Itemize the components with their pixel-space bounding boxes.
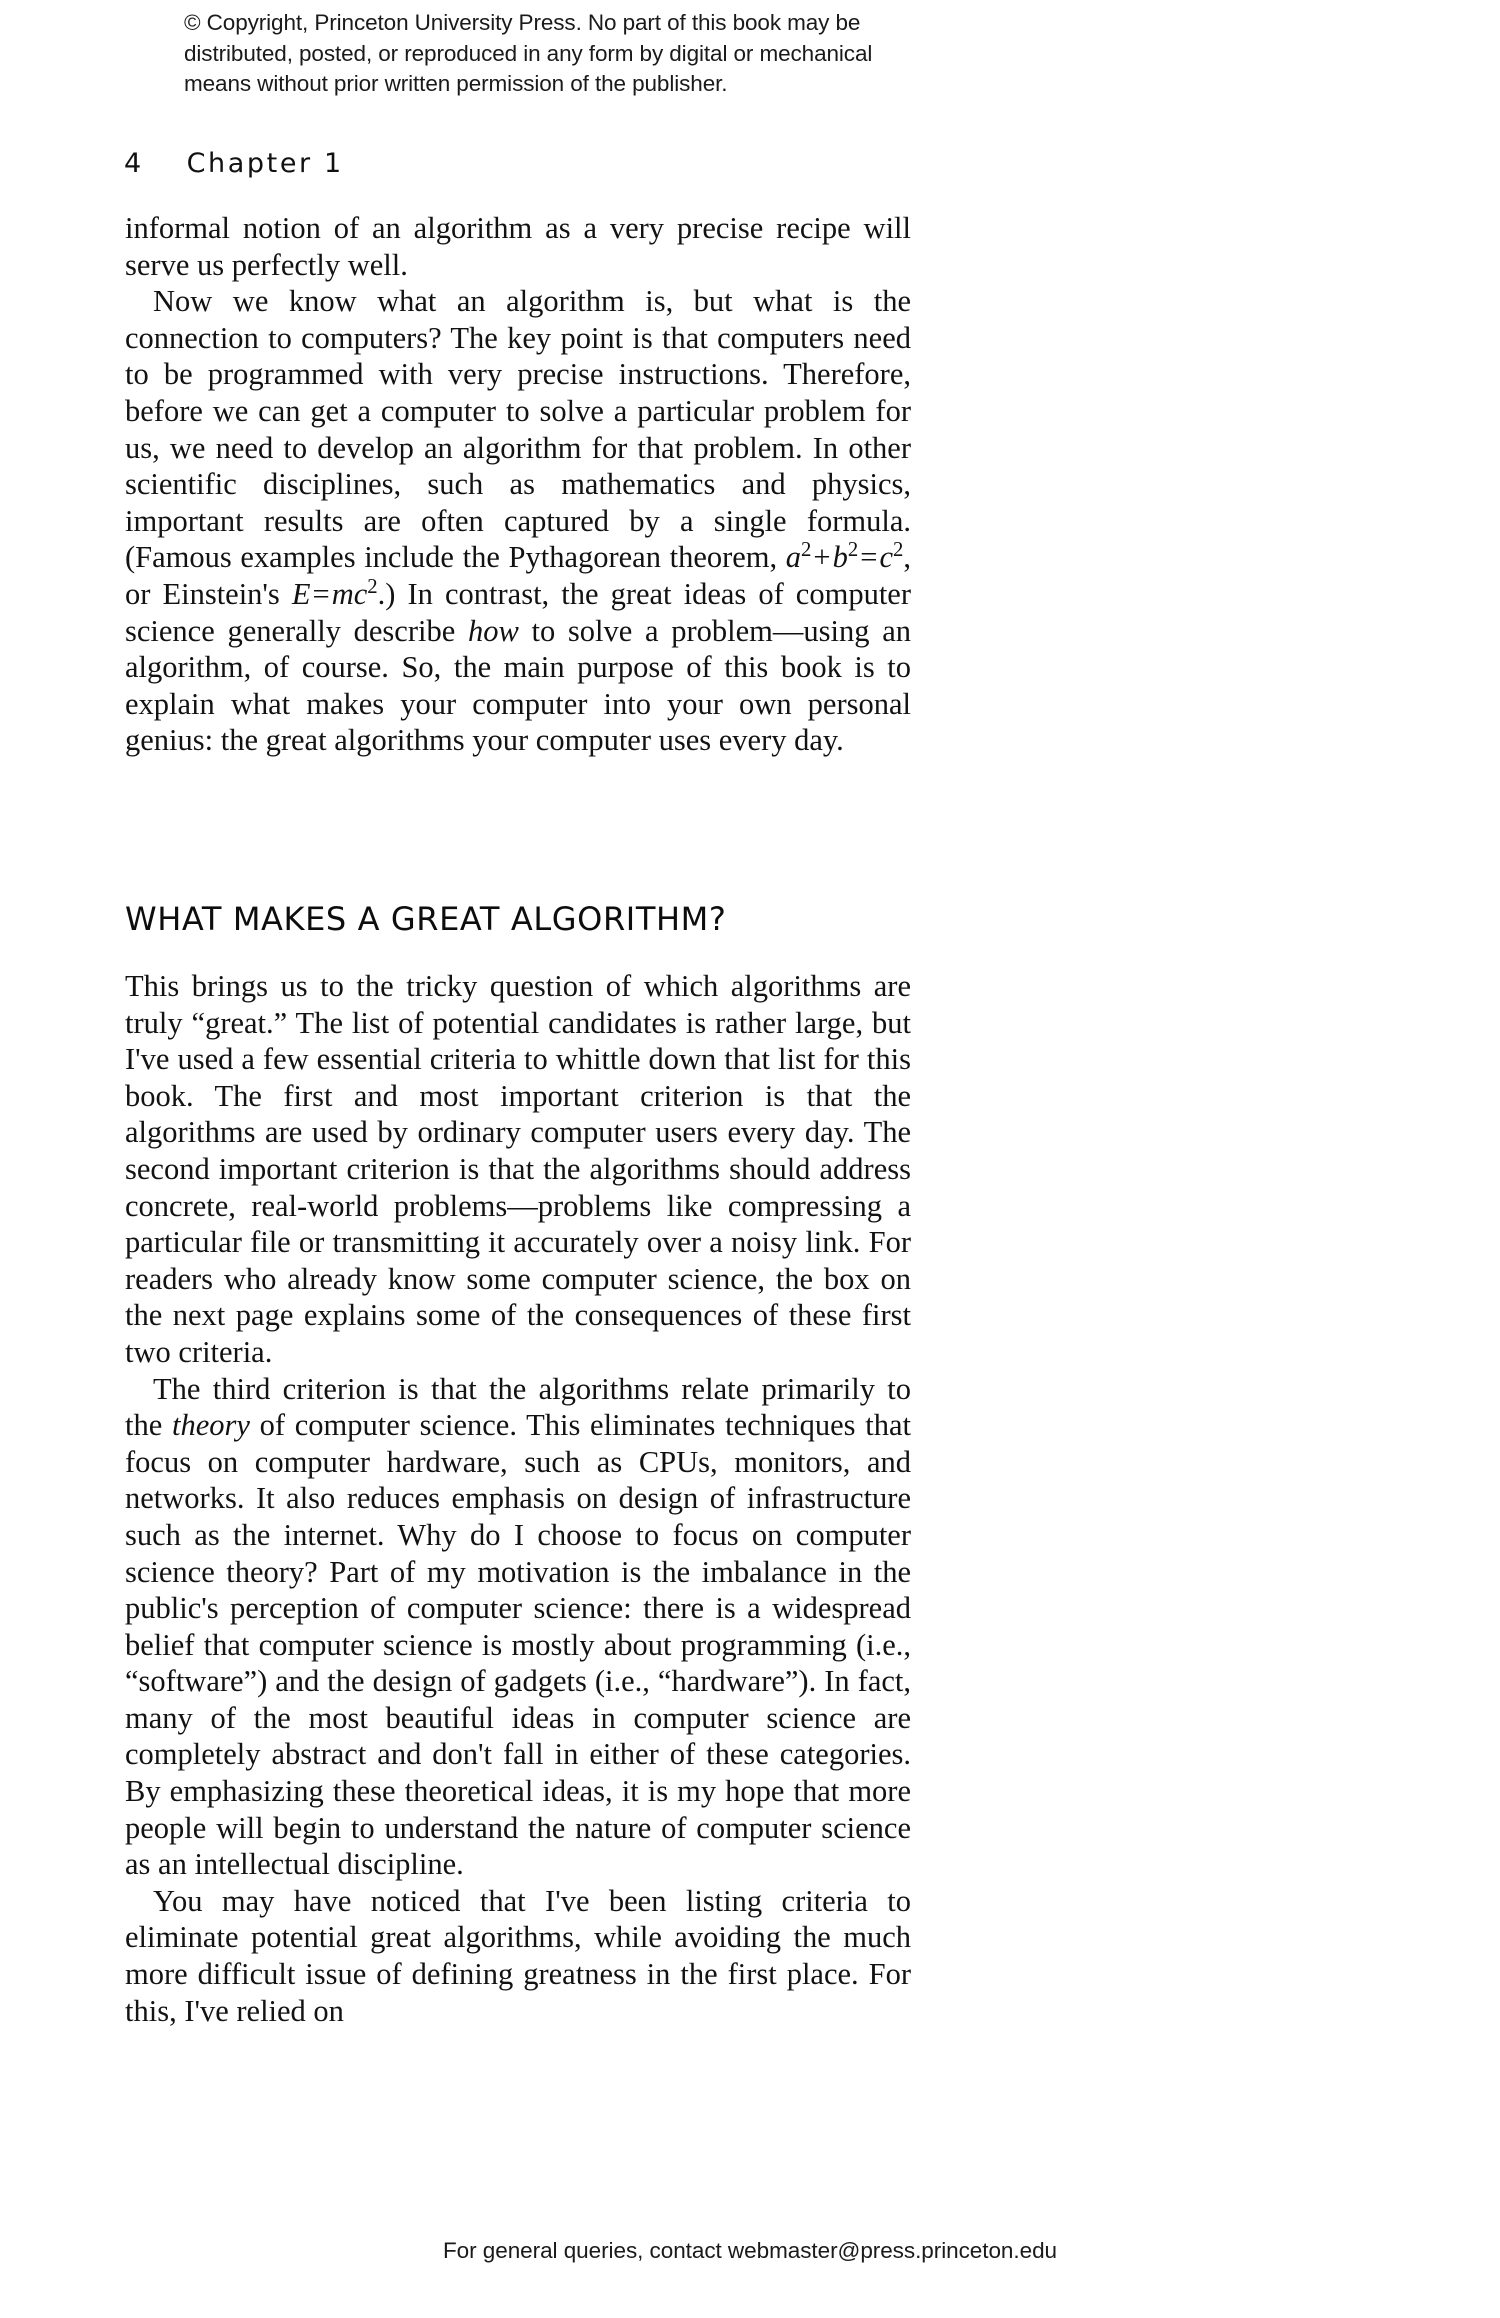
math-variable-a: a (785, 540, 802, 575)
body-text-column (125, 210, 911, 759)
math-variable-c: c (879, 540, 893, 575)
paragraph-third-criterion (125, 1371, 911, 1883)
footer-query-notice: For general queries, contact webmaster@press.princeton.edu (442, 2238, 1057, 2263)
paragraph-text-mid2: .) In contrast, the great ideas of computer science generally describe (125, 576, 911, 648)
math-operator-equals: = (312, 576, 330, 611)
math-variable-mc: mc (331, 576, 368, 611)
math-operator-plus: + (813, 540, 831, 575)
paragraph-text: You may have noticed that I've been listing criteria to eliminate potential great algorithms, while avoiding the much more difficult issue of defining greatness in the first place. For this, I've relied on (125, 1883, 911, 2028)
paragraph-text: informal notion of an algorithm as a very precise recipe will serve us perfectly well. (125, 211, 911, 282)
paragraph-great-algorithms-criteria (125, 968, 911, 1371)
paragraph-algorithms-and-computers (125, 283, 911, 759)
paragraph-continued (125, 210, 911, 283)
page-folio-number: 4 (124, 148, 142, 179)
math-exponent: 2 (893, 539, 904, 562)
paragraph-text-tail: of computer science. This eliminates techniques that focus on computer hardware, such as CPUs, monitors, and networks. It also reduces emphasis on design of infrastructure such as the internet. Why do I choose to focus on computer science theory? Part of my motivation is the imbalance in the public's perception of computer science: there is a widespread belief that computer science is mostly about programming (i.e., “software”) and the design of gadgets (i.e., “hardware”). In fact, many of the most beautiful ideas in computer science are completely abstract and don't fall in either of these categories. By emphasizing these theoretical ideas, it is my hope that more people will begin to understand the nature of computer science as an intellectual discipline. (125, 1408, 911, 1882)
paragraph-text-lead: Now we know what an algorithm is, but what is the connection to computers? The key point is that computers need to be programmed with very precise instructions. Therefore, before we can get a computer to solve a particular problem for us, we need to develop an algorithm for that problem. In other scientific disciplines, such as mathematics and physics, important results are often captured by a single formula. (Famous examples include the Pythagorean theorem, (125, 284, 911, 575)
math-exponent: 2 (801, 539, 812, 562)
math-exponent: 2 (847, 539, 859, 562)
copyright-notice: © Copyright, Princeton University Press. No part of this book may be distributed, posted, or reproduced in any form by digital or mechanical means without prior written permission of the publisher. (184, 10, 873, 96)
emphasis-theory: theory (171, 1408, 250, 1443)
paragraph-defining-greatness (125, 1883, 911, 2029)
math-variable-E: E (291, 576, 311, 611)
paragraph-text: This brings us to the tricky question of which algorithms are truly “great.” The list of potential candidates is rather large, but I've used a few essential criteria to whittle down that list for this book. The first and most important criterion is that the algorithms are used by ordinary computer users every day. The second important criterion is that the algorithms should address concrete, real-world problems—problems like compressing a particular file or transmitting it accurately over a noisy link. For readers who already know some computer science, the box on the next page explains some of the consequences of these first two criteria. (125, 969, 911, 1369)
paragraph-text-tail: to solve a problem—using an algorithm, of course. So, the main purpose of this book is to explain what makes your computer into your own personal genius: the great algorithms your computer uses every day. (125, 613, 911, 758)
paragraph-text-mid: , or Einstein's (125, 540, 911, 611)
chapter-label: Chapter 1 (186, 148, 344, 179)
paragraph-text-lead: The third criterion is that the algorithms relate primarily to the (125, 1371, 911, 1443)
math-exponent: 2 (367, 576, 378, 599)
running-head (124, 148, 344, 179)
body-text-column-lower (125, 968, 911, 2029)
math-variable-b: b (832, 540, 848, 575)
math-operator-equals: = (860, 540, 878, 575)
section-heading-what-makes-a-great-algorithm: WHAT MAKES A GREAT ALGORITHM? (125, 900, 727, 938)
emphasis-how: how (467, 613, 519, 648)
